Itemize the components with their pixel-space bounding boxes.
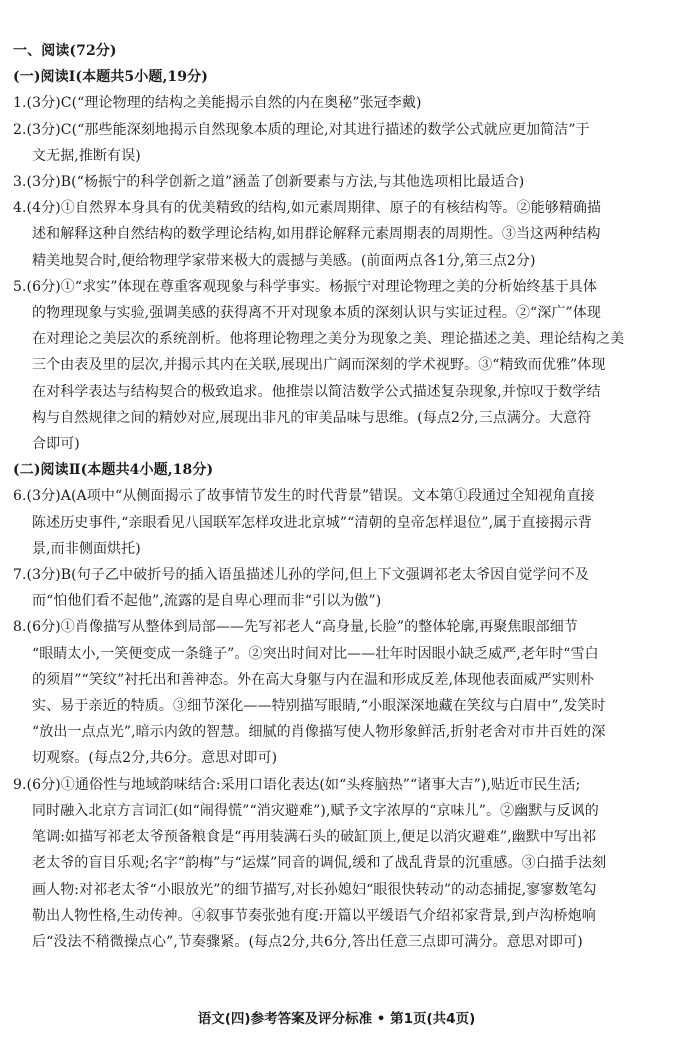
answer-q4-line1: 4.(4分)①自然界本身具有的优美精致的结构,如元素周期律、原子的有核结构等。②能够精确描	[13, 200, 602, 217]
answer-q9-line5: 画人物:对祁老太爷“小眼放光”的细节描写,对长孙媳妇“眼很快转动”的动态捕捉,寥寥数笔勾	[32, 881, 597, 898]
answer-q6-line3: 景,而非侧面烘托)	[32, 540, 141, 557]
answer-q8-line3: 的须眉”“笑纹”衬托出和善神态。外在高大身躯与内在温和形成反差,体现他表面威严实则朴	[32, 671, 595, 688]
answer-q5-line4: 三个由表及里的层次,并揭示其内在关联,展现出广阔而深刻的学术视野。③“精致而优雅”体现	[32, 357, 606, 374]
answer-q5-line6: 构与自然规律之间的精妙对应,展现出非凡的审美品味与思维。(每点2分,三点满分。大意符	[32, 409, 592, 426]
section-title: 一、阅读(72分)	[13, 43, 117, 59]
answer-q8-line1: 8.(6分)①肖像描写从整体到局部——先写祁老人“高身量,长脸”的整体轮廓,再聚焦眼部细节	[13, 619, 578, 636]
part1-heading: (一)阅读Ⅰ(本题共5小题,19分)	[13, 69, 208, 86]
answer-q6-line2: 陈述历史事件,“亲眼看见八国联军怎样攻进北京城”“清朝的皇帝怎样退位”,属于直接揭示背	[32, 514, 592, 531]
part2-heading: (二)阅读Ⅱ(本题共4小题,18分)	[13, 462, 214, 479]
answer-q5-line3: 在对理论之美层次的系统剖析。他将理论物理之美分为现象之美、理论描述之美、理论结构之美	[32, 331, 625, 348]
answer-q6-line1: 6.(3分)A(A项中“从侧面揭示了故事情节发生的时代背景”错误。文本第①段通过全知视角直接	[13, 488, 595, 505]
answer-q5-line1: 5.(6分)①“求实”体现在尊重客观现象与科学事实。杨振宁对理论物理之美的分析始终基于具体	[13, 278, 598, 295]
answer-q9-line1: 9.(6分)①通俗性与地域韵味结合:采用口语化表达(如“头疼脑热”“诸事大吉”),贴近市民生活;	[13, 776, 581, 793]
answer-q8-line4: 实、易于亲近的特质。③细节深化——特别描写眼睛,“小眼深深地藏在笑纹与白眉中”,发笑时	[32, 698, 606, 715]
answer-q4-line3: 精美地契合时,便给物理学家带来极大的震撼与美感。(前面两点各1分,第三点2分)	[32, 252, 536, 269]
answer-q9-line4: 老太爷的盲目乐观;名字“韵梅”与“运煤”同音的调侃,缓和了战乱背景的沉重感。③白描手法刻	[32, 855, 607, 872]
answer-page	[13, 38, 661, 955]
answer-q1: 1.(3分)C(“理论物理的结构之美能揭示自然的内在奥秘”张冠李戴)	[13, 95, 422, 112]
answer-q8-line5: “放出一点点光”,暗示内敛的智慧。细腻的肖像描写使人物形象鲜活,折射老舍对市井百姓的深	[32, 724, 606, 741]
page-footer: 语文(四)参考答案及评分标准 • 第1页(共4页)	[197, 1011, 476, 1027]
answer-q3: 3.(3分)B(“杨振宁的科学创新之道”涵盖了创新要素与方法,与其他选项相比最适合)	[13, 174, 525, 191]
answer-q5-line7: 合即可)	[32, 436, 80, 453]
answer-q9-line2: 同时融入北京方言词汇(如“闹得慌”“消灾避难”),赋予文字浓厚的“京味儿”。②幽默与反讽的	[32, 802, 599, 819]
answer-q2-line1: 2.(3分)C(“那些能深刻地揭示自然现象本质的理论,对其进行描述的数学公式就应更加简洁”于	[13, 121, 590, 138]
answer-q2-line2: 文无据,推断有误)	[32, 147, 141, 164]
answer-q9-line6: 勒出人物性格,生动传神。④叙事节奏张弛有度:开篇以平缓语气介绍祁家背景,到卢沟桥炮响	[32, 907, 596, 924]
answer-q7-line2: 而“怕他们看不起他”,流露的是自卑心理而非“引以为傲”)	[32, 593, 382, 610]
answer-q5-line5: 在对科学表达与结构契合的极致追求。他推崇以简洁数学公式描述复杂现象,并惊叹于数学结	[32, 383, 601, 400]
answer-q8-line6: 切观察。(每点2分,共6分。意思对即可)	[32, 750, 278, 767]
answer-q5-line2: 的物理现象与实验,强调美感的获得离不开对现象本质的深刻认识与实证过程。②“深广”体现	[32, 305, 601, 322]
answer-q9-line3: 笔调:如描写祁老太爷预备粮食是“再用装满石头的破缸顶上,便足以消灾避难”,幽默中写出祁	[32, 829, 597, 846]
answer-q4-line2: 述和解释这种自然结构的数学理论结构,如用群论解释元素周期表的周期性。③当这两种结构	[32, 226, 601, 243]
answer-q8-line2: “眼睛太小,一笑便变成一条缝子”。②突出时间对比——壮年时因眼小缺乏威严,老年时“雪白	[32, 645, 599, 662]
answer-q9-line7: 后“没法不稍微操点心”,节奏骤紧。(每点2分,共6分,答出任意三点即可满分。意思对即可)	[32, 933, 583, 950]
answer-q7-line1: 7.(3分)B(句子乙中破折号的插入语虽描述儿孙的学问,但上下文强调祁老太爷因自觉学问不及	[13, 567, 589, 584]
